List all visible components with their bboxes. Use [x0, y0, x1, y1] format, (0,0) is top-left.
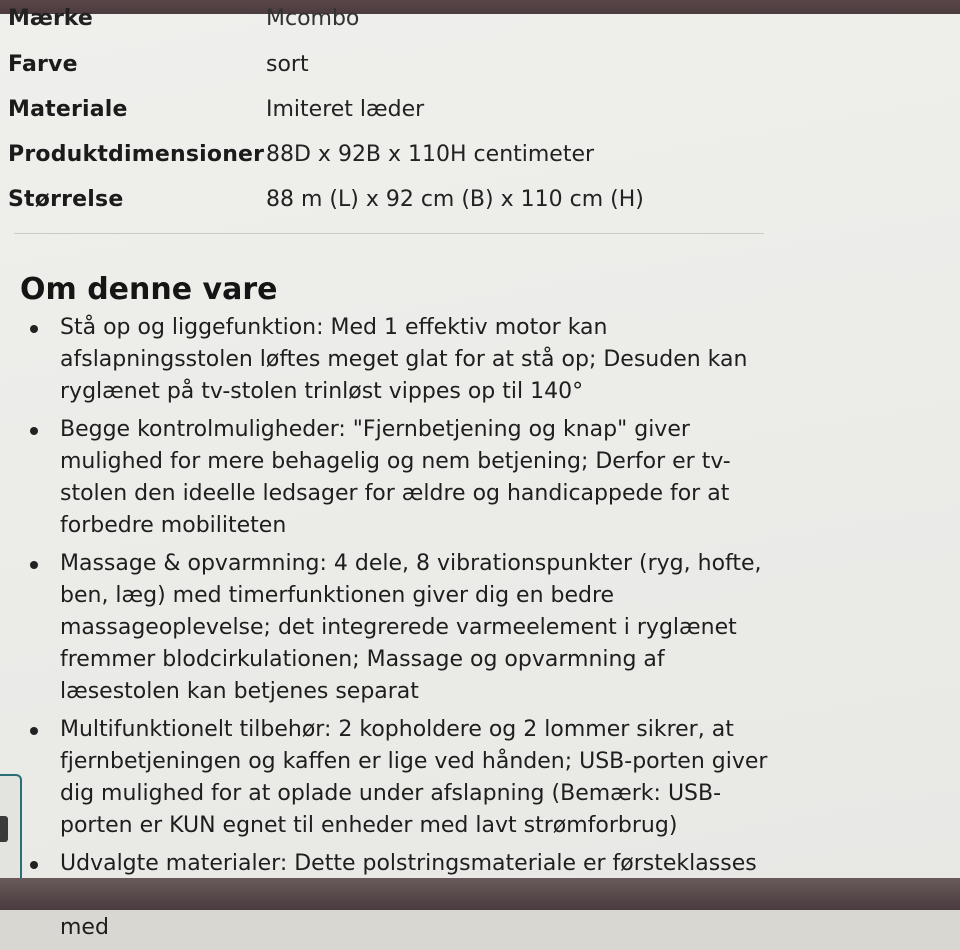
side-panel-tab[interactable] — [0, 774, 22, 890]
bullet-text: Begge kontrolmuligheder: "Fjernbetjening og knap" giver mulighed for mere behagelig og nem betjening; Derfor er tv-stolen den ideelle ledsager for ældre og handicappede for at forbedre mobiliteten — [60, 417, 731, 538]
spec-value-dimensions: 88D x 92B x 110H centimeter — [266, 142, 595, 167]
bullet-dot-icon — [30, 561, 38, 569]
spec-value-size: 88 m (L) x 92 cm (B) x 110 cm (H) — [266, 187, 644, 212]
spec-row-dimensions — [8, 144, 768, 189]
spec-label: Mærke — [8, 6, 93, 28]
bullet-text: Udvalgte materialer: Dette polstringsmateriale er førsteklasses med — [60, 851, 757, 940]
product-spec-table — [8, 54, 768, 234]
handle-icon — [0, 816, 8, 842]
spec-label-size: Størrelse — [8, 187, 124, 212]
bullet-text: Multifunktionelt tilbehør: 2 kopholdere og 2 lommer sikrer, at fjernbetjeningen og kaffen er lige ved hånden; USB-porten giver dig mulighed for at oplade under afslapning (Bemærk: USB-porten er KUN egnet til enheder med lavt strømforbrug) — [60, 717, 768, 838]
bullet-text: Massage & opvarmning: 4 dele, 8 vibrationspunkter (ryg, hofte, ben, læg) med timerfunktionen giver dig en bedre massageoplevelse; det integrerede varmeelement i ryglænet fremmer blodcirkulationen; Massage og opvarmning af læsestolen kan betjenes separat — [60, 551, 762, 704]
spec-row-brand-cutoff — [8, 6, 708, 28]
bullet-item — [30, 714, 770, 842]
bullet-dot-icon — [30, 727, 38, 735]
product-details-page — [0, 6, 960, 940]
bullet-text: Stå op og liggefunktion: Med 1 effektiv motor kan afslapningsstolen løftes meget glat for at stå op; Desuden kan ryglænet på tv-stolen trinløst vippes op til 140° — [60, 315, 748, 404]
spec-label-material: Materiale — [8, 97, 128, 122]
bullet-item — [30, 548, 770, 708]
bullet-dot-icon — [30, 325, 38, 333]
monitor-bottom-bezel — [0, 878, 960, 910]
spec-label-color: Farve — [8, 52, 78, 77]
section-divider — [14, 233, 764, 234]
about-item-bullet-list — [30, 312, 770, 950]
spec-row-color — [8, 54, 768, 99]
spec-label-dimensions: Produktdimensioner — [8, 142, 265, 167]
spec-value: Mcombo — [266, 6, 360, 28]
bullet-dot-icon — [30, 861, 38, 869]
bullet-dot-icon — [30, 427, 38, 435]
about-item-heading: Om denne vare — [20, 272, 278, 307]
spec-row-size — [8, 189, 768, 234]
spec-value-material: Imiteret læder — [266, 97, 425, 122]
spec-row-material — [8, 99, 768, 144]
bullet-item — [30, 312, 770, 408]
bullet-item — [30, 414, 770, 542]
spec-value-color: sort — [266, 52, 309, 77]
